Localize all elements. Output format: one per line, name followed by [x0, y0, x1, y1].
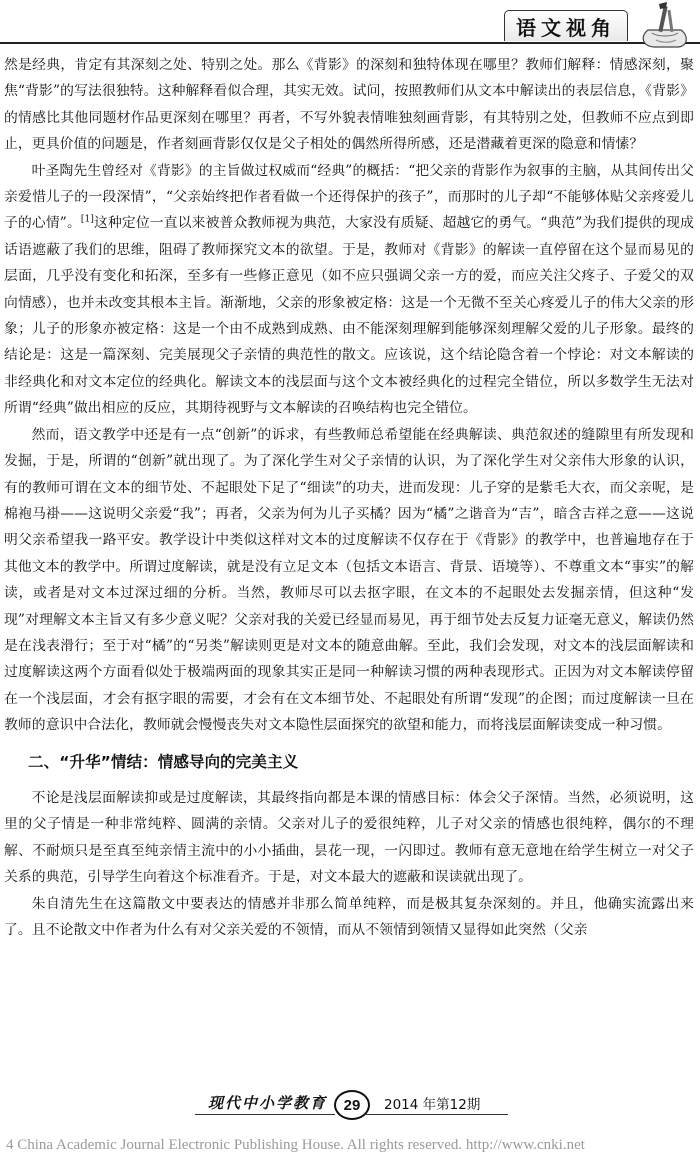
article-body — [4, 52, 694, 943]
footnote-marker: [1] — [80, 214, 94, 225]
ink-brush-pot-icon — [634, 0, 694, 52]
footer-rule — [195, 1114, 335, 1115]
paragraph: 然而，语文教学中还是有一点“创新”的诉求，有些教师总希望能在经典解读、典范叙述的缝隙里有所发现和发掘，于是，所谓的“创新”就出现了。为了深化学生对父子亲情的认识，为了深化学生对父亲伟大形象的认识，有的教师可谓在文本的细节处、不起眼处下足了“细读”的功夫，进而发现：儿子穿的是紫毛大衣，而父亲呢，是棉袍马褂——这说明父亲爱“我”；再者，父亲为何为儿子买橘？因为“橘”之谐音为“吉”，暗含吉祥之意——这说明父亲希望我一路平安。教学设计中类似这样对文本的过度解读不仅存在于《背影》的教学中，也普遍地存在于其他文本的教学中。所谓过度解读，就是没有立足文本（包括文本语言、背景、语境等）、不尊重文本“事实”的解读，或者是对文本过深过细的分析。当然，教师尽可以去抠字眼，在文本的不起眼处去发掘亲情，但这种“发现”对理解文本主旨又有多少意义呢？父亲对我的关爱已经显而易见，再于细节处去反复力证毫无意义，解读仍然是在浅表滑行；至于对“橘”的“另类”解读则更是对文本的随意曲解。至此，我们会发现，对文本的浅层面解读和过度解读这两个方面看似处于极端两面的现象其实正是同一种解读习惯的两种表现形式。正因为对文本解读停留在一个浅层面，才会有抠字眼的需要，才会有在文本细节处、不起眼处有所谓“发现”的企图；而过度解读一旦在教师的意识中合法化，教师就会慢慢丧失对文本隐性层面探究的欲望和能力，而将浅层面解读变成一种习惯。 — [4, 426, 694, 734]
issue-label: 2014 年第12期 — [384, 1097, 481, 1113]
page-footer — [0, 1092, 700, 1122]
journal-name: 现代中小学教育 — [208, 1094, 328, 1112]
section-heading: 二、“升华”情结：情感导向的完美主义 — [28, 752, 299, 771]
page-header — [0, 0, 700, 56]
copyright-watermark: 4 China Academic Journal Electronic Publishing House. All rights reserved. http://www.cnki.net — [6, 1137, 585, 1153]
paragraph: 朱自清先生在这篇散文中要表达的情感并非那么简单纯粹，而是极其复杂深刻的。并且，他确实流露出来了。且不论散文中作者为什么有对父亲关爱的不领情，而从不领情到领情又显得如此突然（父亲 — [4, 895, 694, 938]
paragraph: 然是经典，肯定有其深刻之处、特别之处。那么《背影》的深刻和独特体现在哪里？教师们解释：情感深刻，聚焦“背影”的写法很独特。这种解释看似合理，其实无效。试问，按照教师们从文本中解读出的表层信息，《背影》的情感比其他同题材作品更深刻在哪里？再者，不写外貌表情唯独刻画背影，有其特别之处，但教师不应点到即止，更具价值的问题是，作者刻画背影仅仅是父子相处的偶然所得所感，还是潜藏着更深的隐意和情愫？ — [4, 57, 694, 153]
quoted-passage: 叶圣陶先生曾经对《背影》的主旨做过权威而“经典”的概括：“把父亲的背影作为叙事的主脑，从其间传出父亲爱惜儿子的一段深情”，“父亲始终把作者看做一个还得保护的孩子”，而那时的儿子却“不能够体贴父亲疼爱儿子的心情”。 — [4, 162, 694, 232]
page-number: 29 — [334, 1090, 370, 1120]
header-rule — [0, 42, 700, 44]
paragraph-continued: 这种定位一直以来被普众教师视为典范，大家没有质疑、超越它的勇气。“典范”为我们提供的现成话语遮蔽了我们的思维，阻碍了教师探究文本的欲望。于是，教师对《背影》的解读一直停留在这个显而易见的层面，几乎没有变化和拓深，至多有一些修正意见（如不应只强调父亲一方的爱，而应关注父疼子、子爱父的双向情感），也并未改变其根本主旨。渐渐地，父亲的形象被定格：这是一个无微不至关心疼爱儿子的伟大父亲的形象；儿子的形象亦被定格：这是一个由不成熟到成熟、由不能深刻理解到能够深刻理解父爱的儿子形象。最终的结论是：这是一篇深刻、完美展现父子亲情的典范性的散文。应该说，这个结论隐含着一个悖论：对文本解读的非经典化和对文本定位的经典化。解读文本的浅层面与这个文本被经典化的过程完全错位，所以多数学生无法对所谓“经典”做出相应的反应，其期待视野与文本解读的召唤结构也完全错位。 — [4, 215, 694, 417]
section-title: 语文视角 — [504, 10, 628, 41]
footer-rule — [366, 1114, 508, 1115]
paragraph — [4, 158, 694, 422]
paragraph: 不论是浅层面解读抑或是过度解读，其最终指向都是本课的情感目标：体会父子深情。当然，必须说明，这里的父子情是一种非常纯粹、圆满的亲情。父亲对儿子的爱很纯粹，儿子对父亲的情感也很纯粹，偶尔的不理解、不耐烦只是至真至纯亲情主流中的小小插曲，昙花一现，一闪即过。教师有意无意地在给学生树立一对父子关系的典范，引导学生向着这个标准看齐。于是，对文本最大的遮蔽和误读就出现了。 — [4, 789, 694, 886]
